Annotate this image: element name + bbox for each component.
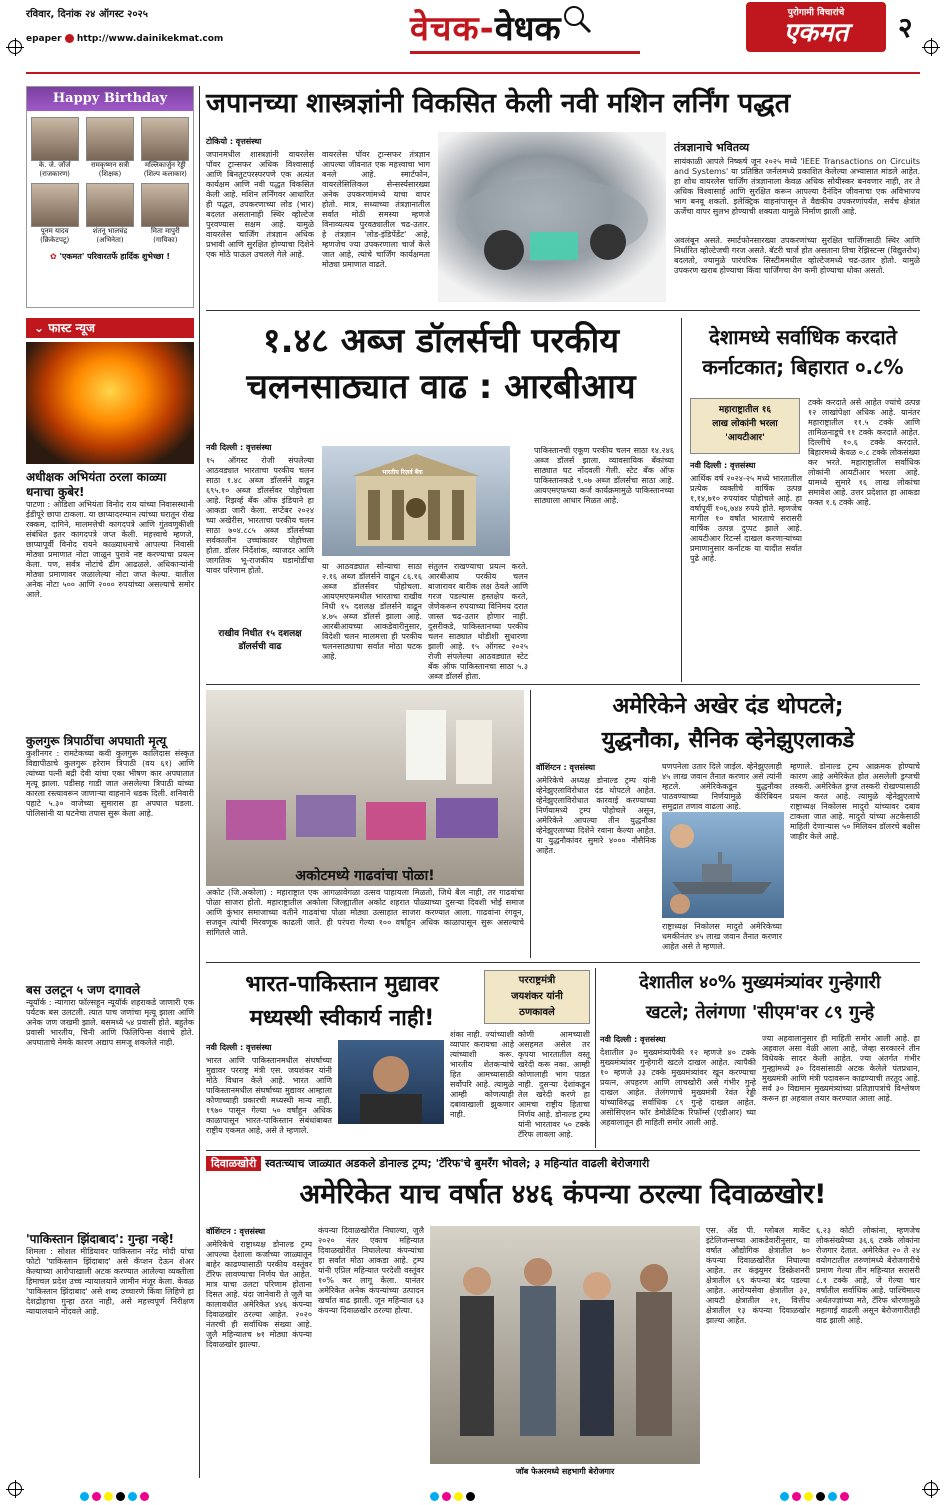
job-fair-photo [430,1226,700,1464]
color-swatch [430,1492,439,1501]
brand-logo [746,2,886,52]
color-bar-left [80,1486,152,1505]
photo-caption: जाॅब फेअरमध्ये सहभागी बेरोजगार [515,1467,615,1476]
news-body: कुशीनगर : रामटेकच्या कवी कुलगुरू कालिदास संस्कृत विद्यापीठाचे कुलगुरू हरेराम त्रिपाठी (वय ६१) आणि त्यांच्या पत्नी बद्री देवी यांचा एका भीषण कार अपघातात मृत्यू झाला. पडीसह गाडी जात असलेल्या त्रिपाठी यांच्या कारला रस्त्यावरून जाणाऱ्या वाहनाने धडक दिली. शनिवारी पहाटे ५.३० वाजेच्या सुमारास हा अपघात घडला. पोलिसांनी या घटनेचा तपास सुरू केला आहे. [26,749,194,818]
article-column: देशातील ३० मुख्यमंत्र्यांपैकी १२ म्हणजे ४० टक्के मुख्यमंत्र्यांवर गुन्हेगारी खटले दाखल आहेत. त्यापैकी १० म्हणजे ३३ टक्के मुख्यमंत्र्यांवर खून करण्याचा प्रयत्न, अपहरण आणि लाचखोरी असे गंभीर गुन्हे दाखल आहेत. तेलंगणाचे मुख्यमंत्री रेवंत रेड्डी यांच्याविरुद्ध सर्वाधिक ८९ गुन्हे दाखल आहेत. असोसिएशन फॉर डेमोक्रॅटिक रिफॉर्म्स (एडीआर) च्या अहवालातून ही माहिती समोर आली आहे. [600,1048,756,1127]
birthday-person: रामकृष्णन सत्री (शिक्षक) [83,117,137,179]
issue-date: रविवार, दिनांक २४ ऑगस्ट २०२५ [26,9,148,20]
warship-illustration [662,812,784,918]
dateline: नवी दिल्ली : वृत्तसंस्था [206,1043,272,1052]
jaishankar-box-line: ठणकावले [519,1007,555,1018]
news-body: शिमला : सोशल मीडियावर पाकिस्तान नरेंद्र मोदी यांचा फोटो 'पाकिस्तान झिंदाबाद' असे कॅप्शन देऊन शेअर केल्याच्या आरोपाखाली अटक करण्यात आलेल्या व्यक्तीला हिमाचल प्रदेश उच्च न्यायालयाने जामीन मंजूर केला. केवळ 'पाकिस्तान झिंदाबाद' असे शब्द उच्चारणे किंवा लिहिणे हा देशद्रोहाचा गुन्हा ठरत नाही, असे महत्त्वपूर्ण निरीक्षण न्यायालयाने नोंदवले आहे. [26,1247,194,1316]
news-headline: अधीक्षक अभियंता ठरला काळ्या धनाचा कुबेर! [26,470,167,499]
rbi-headline [206,318,676,410]
tax-subhead-box [690,398,800,454]
rbi-headline-line2: चलनसाठ्यात वाढ : आरबीआय [246,367,636,407]
tech-box-body: सायंकाळी आपले निष्कर्ष जून २०२५ मध्ये 'IEEE Transactions on Circuits and Systems' या प्रतिष्ठित जर्नलमध्ये प्रकाशित केलेल्या अभ्यासात मांडले आहेत. हा शोध वायरलेस चार्जिंग तंत्रज्ञानाला केवळ अधिक सोयीस्कर बनवणार नाही, तर ते अधिक विश्वासार्ह आणि सुरक्षित करून आपल्या दैनंदिन जीवनाचा एक अविभाज्य भाग बनवू शकतो. इलेक्ट्रिक वाहनांपासून ते वैद्यकीय उपकरणांपर्यंत, सर्वच क्षेत्रांत ऊर्जेचा वापर सुलभ होण्याची शक्यता यामुळे निर्माण झाली आहे. [674,157,920,216]
birthday-person: पूनम यादव (क्रिकेटपटू) [28,183,82,245]
tax-column-1 [690,460,802,682]
color-swatch [140,1492,149,1501]
dateline: नवी दिल्ली : वृत्तसंस्था [206,443,272,452]
avatar [86,183,134,227]
bankruptcy-kicker [206,1156,920,1171]
dateline: वॉशिंग्टन : वृत्तसंस्था [536,763,596,772]
chevron-down-icon: ⌄ [34,321,45,335]
color-swatch [792,1492,801,1501]
news-headline: कुलगुरू त्रिपाठींचा अपघाती मृत्यू [26,734,167,748]
subhead: राखीव निधीत १५ दशलक्ष डॉलर्सची वाढ [218,629,302,652]
masthead-left [26,6,326,44]
fast-news-title: फास्ट न्यूज [48,321,95,335]
article-column: कोणी आमच्याशी असहमत असेल तर कृपया भारतातील वस्तू खरेदी करू नका. आम्ही कोणालाही भाग पाडत नाही. दुसऱ्या देशांकडून तेल खरेदी करणे हा आमचा राष्ट्रीय हिताचा निर्णय आहे. डोनाल्ड ट्रम्प यांनी भारतावर ५० टक्के टॅरिफ लावला आहे. [518,1030,590,1139]
birthday-box [26,86,194,308]
dateline: नवी दिल्ली : वृत्तसंस्था [600,1035,666,1044]
color-swatch [840,1492,849,1501]
dateline: नवी दिल्ली : वृत्तसंस्था [690,461,756,470]
kicker-tag: दिवाळखोरी [206,1156,261,1171]
section-title-part-b: वेधक [494,9,561,49]
jaishankar-photo [338,1040,444,1124]
article-column: म्हणाले. डोनाल्ड ट्रम्प आक्रमक होण्याचे कारण आहे अमेरिकेत होत असलेली ड्रग्जची तस्करी. अमेरिकेत ड्रग्ज तस्करी रोखण्यासाठी प्रयत्न करत आहे. त्यामुळे व्हेनेझुएलाचे राष्ट्राध्यक्ष निकोलस मादुरो यांच्यावर दबाव टाकला जात आहे. मादुरो यांच्या अटकेसाठी माहिती देणाऱ्यास ५० मिलियन डॉलरचे बक्षीस जाहीर केले आहे. [790,762,920,841]
birthday-wish: 'एकमत' परिवारतर्फे हार्दिक शुभेच्छा ! [59,252,170,261]
india-pak-headline-line2: मध्यस्थी स्वीकार्य नाही! [249,1006,435,1031]
fast-news-header [26,318,194,338]
article-column: पाकिस्तानची एकूण परकीय चलन साठा १४.२४६ अब्ज डॉलर्स झाला. व्यावसायिक बँकांच्या साठ्यात घट नोंदवली गेली. स्टेट बँक ऑफ पाकिस्तानकडे ९.०७ अब्ज डॉलर्सचा साठा आहे. आयएमएफच्या कर्ज कार्यक्रमामुळे पाकिस्तानच्या साठ्याला आधार मिळत आहे. [534,446,674,505]
fast-news-list [26,470,194,1478]
jaishankar-box [484,970,590,1024]
article-column: आर्थिक वर्ष २०२४-२५ मध्ये भारतातील प्रत्येक व्यक्तीचे वार्षिक उत्पन्न १,१४,७१० रुपयांवर पोहोचले आहे. हा वर्षापूर्वी १०६,७४४ रुपये होते. म्हणजेच मागील १० वर्षांत भारताचे सरासरी वार्षिक उत्पन्न दुप्पट झाले आहे. आयटीआर रिटर्न्स दाखल करणाऱ्यांच्या प्रमाणानुसार कर्नाटक या यादीत सर्वात पुढे आहे. [690,474,802,563]
bank-building-illustration [322,446,510,556]
column-divider [530,690,531,958]
article-column: जपानमधील शास्त्रज्ञांनी वायरलेस पॉवर ट्रान्सफर अधिक विश्वासार्ह आणि बिनतुटपरस्परपणे एक अत्यंत कार्यक्षम आणि नवी पद्धत विकसित केली आहे. मशिन लर्निंगवर आधारित ही पद्धत, उपकरणाच्या लोड (भार) बदलत असतानाही स्थिर व्होल्टेज पुरवण्यास सक्षम आहे. यामुळे वायरलेस चार्जिंग तंत्रज्ञान अधिक प्रभावी आणि सुरक्षित होण्याचा दिशेने एक मोठे पाऊल उचलले गेले आहे. [206,150,314,259]
article-column: संतुलन राखण्याचा प्रयत्न करते. आरबीआय परकीय चलन बाजारावर बारीक लक्ष ठेवते आणि गरज पडल्यास हस्तक्षेप करते, जेणेकरून रुपयाच्या विनिमय दरात जास्त चढ-उतार होणार नाही. दुसरीकडे, पाकिस्तानच्या परकीय चलन साठ्यात थोडीशी सुधारणा झाली आहे. १५ ऑगस्ट २०२५ रोजी संपलेल्या आठवड्यात स्टेट बँक ऑफ पाकिस्तानचा साठा ५.३ अब्ज डॉलर्स होता. [428,562,528,681]
cm-headline-line2: खटले; तेलंगणा 'सीएम'वर ८९ गुन्हे [645,1002,875,1023]
bankruptcy-headline: अमेरिकेत याच वर्षात ४४६ कंपन्या ठरल्या दिवाळखोर! [299,1179,827,1210]
america-headline [536,690,920,758]
article-column: अवलंबून असते. स्मार्टफोनसारख्या उपकरणांच्या सुरक्षित चार्जिंगसाठी स्थिर आणि निर्धारित व्होल्टेजची गरज असते. बॅटरी चार्ज होत असताना तिचा रेझिस्टन्स (विद्युतरोध) बदलतो, ज्यामुळे पारंपरिक सिस्टीममधील व्होल्टेजमध्ये चढ-उतार होतो. यामुळे उपकरण खराब होण्याचा किंवा चार्जिंगचा वेग कमी होण्याचा धोका असतो. [674,236,920,275]
color-swatch [828,1492,837,1501]
jaishankar-box-line: जयशंकर यांनी [511,991,563,1002]
tech-box [674,140,920,247]
cm-headline-line1: देशातील ४०% मुख्यमंत्र्यांवर गुन्हेगारी [639,972,881,993]
section-divider [206,684,920,685]
color-swatch [116,1492,125,1501]
color-swatch [780,1492,789,1501]
article-column: ६.२३ कोटी लोकांना, म्हणजेच लोकसंख्येच्या ३६.६ टक्के लोकांना रोजगार देतात. अमेरिकेत २० ते २४ वयोगटातील तरुणांमध्ये बेरोजगारीचे प्रमाण गेल्या तीन महिन्यात सरासरी ८.१ टक्के आहे, जे गेल्या चार वर्षांतील सर्वाधिक आहे. पाश्चिमात्य अर्थतज्ज्ञांच्या मते, टॅरिफ धोरणामुळे महागाई वाढली असून बेरोजगारीतही वाढ झाली आहे. [816,1226,920,1325]
tax-headline [686,322,920,382]
registration-mark [924,1482,938,1496]
color-swatch [92,1492,101,1501]
top-story-left [206,136,430,310]
article-column: या आठवड्यात सोन्याचा साठा २.१६ अब्ज डॉलर्सने वाढून ८६.१६ अब्ज डॉलर्सवर पोहोचला. आयएमएफमधील भारताचा राखीव निधी १५ दशलक्ष डॉलर्सने वाढून ४.७५ अब्ज डॉलर्स झाला आहे. आरबीआयच्या आकडेवारीनुसार, विदेशी चलन मालमत्ता ही परकीय चलनसाठ्याचा सर्वात मोठा घटक आहे. [322,562,422,661]
dateline: वॉशिंग्टन : वृत्तसंस्था [206,1227,266,1236]
donkey-festival-photo [206,690,524,886]
globe-icon [65,34,74,43]
color-swatch [816,1492,825,1501]
avatar [31,183,79,227]
masthead-rule [26,72,920,74]
column-divider [199,86,200,1478]
avatar [86,117,134,161]
article-column: घणपनेला उतार दिले जाईल. व्हेनेझुएलाही ४५ लाख जवान तैनात करणार असे त्यांनी म्हटले. अमेरिकेकडून युद्धनौका पाठवण्याच्या निर्णयामुळे कॅरिबियन समुद्रात तणाव वाढला आहे. [662,762,782,811]
bankruptcy-column-1 [206,1226,312,1476]
page-number: २ [898,11,913,44]
bank-caption: भारतीय रिज़र्व बैंक [382,469,423,476]
article-column: शंका नाही. ज्यांच्याशी व्यापार करायचा आहे त्यांच्याशी करू. भारतीय शेतकऱ्यांचे हित आमच्यासाठी सर्वोपरि आहे. त्यामुळे आम्ही कोणत्याही दबावाखाली झुकणार नाही. [450,1030,514,1119]
america-column-1 [536,762,656,962]
brand-tagline: पुरोगामी विचारांचे [787,8,845,18]
section-divider [206,962,920,963]
america-headline-line1: अमेरिकेने अखेर दंड थोपटले; [612,694,844,719]
rbi-column-1 [206,442,314,652]
website-url[interactable]: http://www.dainikekmat.com [76,34,224,44]
color-swatch [104,1492,113,1501]
flower-icon: ✿ [50,252,57,261]
warships-photo [662,812,784,918]
cm-column-1 [600,1034,756,1144]
article-column: राष्ट्राध्यक्ष निकोलस मादुरो अमेरिकेच्या धमकीनंतर ४५ लाख जवान तैनात करणार आहेत असे ते म्हणाले. [662,922,782,951]
rbi-headline-line1: १.४८ अब्ज डॉलर्सची परकीय [262,321,620,361]
section-title-part-a: वेचक- [410,9,495,49]
column-divider [681,318,682,682]
color-swatch [128,1492,137,1501]
tax-subhead-line: महाराष्ट्रातील १६ [718,405,772,415]
news-headline: बस उलटून ५ जण दगावले [26,983,140,997]
color-bar-center [430,1486,478,1505]
portrait-illustration [338,1040,444,1124]
color-swatch [80,1492,89,1501]
article-column: एस. अँड पी. ग्लोबल मार्केट इंटेलिजन्सच्या आकडेवारीनुसार, या वर्षात औद्योगिक क्षेत्रातील ७० कंपन्या दिवाळखोरीत निघाल्या आहेत. तर कंझ्युमर डिस्क्रेशनरी क्षेत्रातील ६९ कंपन्या बंद पडल्या आहेत. आरोग्यसेवा क्षेत्रातील ३२, आयटी क्षेत्रातील २१, वित्तीय क्षेत्रातील १३ कंपन्या दिवाळखोर झाल्या आहेत. [706,1226,810,1325]
color-swatch [454,1492,463,1501]
section-divider [206,310,920,311]
donkeys-illustration [206,690,524,886]
registration-mark [924,40,938,54]
india-pak-headline [206,968,478,1036]
avatar [141,117,189,161]
color-swatch [442,1492,451,1501]
news-headline: 'पाकिस्तान झिंदाबाद': गुन्हा नव्हे! [26,1232,174,1246]
birthday-title: Happy Birthday [27,87,193,111]
article-column: १५ ऑगस्ट रोजी संपलेल्या आठवड्यात भारताचा परकीय चलन साठा १.४८ अब्ज डॉलर्सने वाढून ६९५.१० अब्ज डॉलर्सवर पोहोचला आहे. रिझर्व्ह बँक ऑफ इंडियाने हा आकडा जारी केला. सप्टेंबर २०२४ च्या अखेरीस, भारताचा परकीय चलन साठा ७०४.८८५ अब्ज डॉलर्सच्या सर्वकालीन उच्चांकावर पोहोचला होता. डॉलर निर्देशांक, व्याजदर आणि जागतिक भू-राजकीय घडामोडींचा यावर परिणाम होतो. [206,456,314,575]
article-column: भारत आणि पाकिस्तानमधील संघर्षाच्या मुद्यावर परराष्ट्र मंत्री एस. जयशंकर यांनी मोठे विधान केले आहे. भारत आणि पाकिस्तानमधील संघर्षाच्या मुद्यावर आम्हाला कोणाच्याही प्रकारची मध्यस्थी मान्य नाही. १९७० पासून गेल्या ५० वर्षांहून अधिक काळापासून भारत-पाकिस्तान संबंधांबाबत राष्ट्रीय एकमत आहे, असे ते म्हणाले. [206,1056,332,1135]
tax-headline-line2: कर्नाटकात; बिहारात ०.८% [702,355,904,379]
column-divider [595,968,596,1148]
car-charging-photo [438,132,666,302]
magnifier-icon [562,4,592,34]
birthday-person: के. जे. जॉर्ज (राजकारण) [28,117,82,179]
dateline: टोकियो : वृत्तसंस्था [206,137,262,146]
news-body: पाटणा : ओडिशा अभियंता विनोद राय यांच्या निवासस्थानी ईडीपूरे छापा टाकला. या छाप्यादरम्यान त्यांच्या घरातून रोख रक्कम, दागिने, मालमत्तेची कागदपत्रे आणि गुंतवणुकीशी संबंधित इतर कागदपत्रे जप्त केली. महत्त्वाचे म्हणजे, छाप्यापूर्वी विनोद रायने काळ्याधनाचे आपल्या निवासी मोठ्या प्रमाणात नोटा जाळून पुरावे नष्ट करण्याचा प्रयत्न केला. पण, सर्वत्र नोटांचे ढीग आढळले. अधिकाऱ्यांनी मोठ्या प्रमाणावर जळालेल्या नोटा जप्त केल्या. यातील अनेक नोटा ५०० आणि २००० रुपयांच्या असल्याचे समोर आले. [26,500,194,599]
cm-headline [600,968,920,1028]
article-column: टक्के करदाते असे आहेत ज्यांचे उत्पन्न १२ लाखांपेक्षा अधिक आहे. यानंतर महाराष्ट्रातील ११.५ टक्के आणि तामिळनाडूचे ११ टक्के करदाते आहेत. दिल्लीचे १०.६ टक्के करदाते. बिहारमध्ये केवळ ०.८ टक्के लोकसंख्या कर भरते. महाराष्ट्रातील सर्वाधिक लोकांनी आयटीआर भरला आहे. यामध्ये सुमारे १६ लाख लोकांचा समावेश आहे. उत्तर प्रदेशात हा आकडा फक्त १.६ टक्के आहे. [808,398,920,507]
birthday-person: मिता मापुरी (गायिका) [138,183,192,245]
jaishankar-box-line: परराष्ट्रमंत्री [518,975,556,986]
rbi-building-photo [322,446,510,556]
epaper-label: epaper [26,34,62,44]
section-title [410,4,640,54]
burning-notes-photo [26,342,194,464]
avatar [141,183,189,227]
article-column: ज्या अहवालानुसार ही माहिती समोर आली आहे. हा अहवाल असा वेळी आला आहे, जेव्हा सरकारने तीन विधेयके सादर केली आहेत. ज्या अंतर्गत गंभीर गुन्ह्यांमध्ये ३० दिवसांसाठी अटक केलेले पंतप्रधान, मुख्यमंत्री आणि मंत्री पदावरून काढण्याची तरतूद आहे. सर्व ३० विद्यमान मुख्यमंत्र्यांच्या प्रतिज्ञापत्रांचे विश्लेषण करून हा अहवाल तयार करण्यात आला आहे. [762,1034,920,1103]
birthday-person: मल्लिकार्जुन रेड्डी (शिल्प कलाकार) [138,117,192,179]
tax-subhead-line: 'आयटीआर' [725,433,765,443]
news-body: न्यूयॉर्क : न्यागारा फॉल्सहून न्यूयॉर्क शहराकडे जाणारी एक पर्यटक बस उलटली. त्यात पाच जणांचा मृत्यू झाला आणि अनेक जण जखमी झाले. बसमध्ये ५४ प्रवासी होते. बहुतेक प्रवासी भारतीय, चिनी आणि फिलिपिन्स वंशाचे होते. अपघाताचे नेमके कारण अद्याप समजू शकलेले नाही. [26,998,194,1047]
brand-name: एकमत [783,18,849,48]
donkey-body: अकोट (जि.अकोला) : महाराष्ट्रात एक आगळावेगळा उत्सव पाहायला मिळतो, जिथे बैल नाही, तर गाढवांचा पोळा साजरा होतो. महाराष्ट्रातील अकोला जिल्ह्यातील अकोट शहरात पोळ्याच्या दुसऱ्या दिवशी भोई समाज आणि कुंभार समाजाच्या वतीने गाढवांचा पोळा मोठ्या उत्साहात साजरा करण्यात आला. गाढवांना रंगवून, सजवून त्यांची मिरवणूक काढली जाते. ही परंपरा गेल्या १०० वर्षांहून अधिक काळापासून सुरू असल्याचे सांगितले जाते. [206,888,524,937]
crowd-illustration [430,1226,700,1464]
birthday-person: शंतनू भालचंद्र (अभिनेता) [83,183,137,245]
article-column: अमेरिकेचे अध्यक्ष डोनाल्ड ट्रम्प यांनी व्हेनेझुएलाविरोधात दंड थोपटले आहेत. व्हेनेझुएलाविरोधात कारवाई करण्याच्या निर्णयामध्ये ट्रम्प पोहोचले असून, अमेरिकेने आपल्या तीन युद्धनौका व्हेनेझुएलाच्या दिशेने रवाना केल्या आहेत. या युद्धनौकांवर सुमारे ४००० नौसैनिक आहेत. [536,776,656,855]
article-column: वायरलेस पॉवर ट्रान्सफर तंत्रज्ञान आपल्या जीवनात एक महत्त्वाचा भाग बनले आहे. स्मार्टफोन, वायरलेसिलिकल सेन्सर्स्यसारख्या अनेक उपकरणांमध्ये याचा वापर होतो. मात्र, सध्याच्या तंत्रज्ञानातील सर्वात मोठी समस्या म्हणजे विनाव्यत्यय पुरवठ्यातील चढ-उतार. हे तंत्रज्ञान 'लोड-इंडिपेंडेंट' आहे, म्हणजेच ज्या उपकरणाला चार्ज केले जात आहे, त्यांचे चार्जिंग कार्यक्षमता मोठ्या प्रमाणात वाढते. [322,150,430,269]
avatar [31,117,79,161]
tax-subhead-line: लाख लोकांनी भरला [712,419,778,429]
donkey-headline: अकोटमध्ये गाढवांचा पोळा! [295,868,435,884]
article-column: अमेरिकेचे राष्ट्राध्यक्ष डोनाल्ड ट्रम्प आपल्या देशाला कर्जाच्या जाळ्यातून बाहेर काढण्यासाठी परकीय वस्तूंवर टॅरिफ लावण्याचा निर्णय घेत आहेत. मात्र याचा उलटा परिणाम होताना दिसत आहे. यंदा जानेवारी ते जुलै या कालावधीत अमेरिकेत ४४६ कंपन्या दिवाळखोर ठरल्या आहेत. २०२० नंतरची ही सर्वाधिक संख्या आहे. जुलै महिन्यातच ७१ मोठ्या कंपन्या दिवाळखोर झाल्या. [206,1240,312,1349]
color-swatch [804,1492,813,1501]
registration-mark [8,1482,22,1496]
section-divider [206,1150,920,1151]
registration-mark [8,40,22,54]
color-swatch [466,1492,475,1501]
tax-headline-line1: देशामध्ये सर्वाधिक करदाते [709,325,897,349]
india-pak-column-1 [206,1042,332,1160]
article-column: कंपन्या दिवाळखोरीत निघाल्या, जुलै २०२० नंतर एकाच महिन्यात दिवाळखोरीत निघालेल्या कंपन्यांचा हा सर्वात मोठा आकडा आहे. ट्रम्प यांनी एप्रिल महिन्यात परदेशी वस्तूंवर १०% कर लागू केला. यानंतर अमेरिकेत अनेक कंपन्यांच्या उत्पादन खर्चात वाढ झाली. जून महिन्यात ६३ कंपन्या दिवाळखोर ठरल्या होत्या. [318,1226,424,1315]
top-story-headline: जपानच्या शास्त्रज्ञांनी विकसित केली नवी मशिन लर्निंग पद्धत [206,88,791,119]
india-pak-headline-line1: भारत-पाकिस्तान मुद्यावर [245,972,439,997]
color-bar-right [780,1486,852,1505]
kicker-text: स्वतःच्याच जाळ्यात अडकले डोनाल्ड ट्रम्प; 'टॅरिफ'चे बुमरँग भोवले; ३ महिन्यांत वाढली बेरोजगारी [265,1157,650,1170]
car-illustration [438,132,666,302]
tech-box-title: तंत्रज्ञानाचे भवितव्य [674,141,750,154]
america-headline-line2: युद्धनौका, सैनिक व्हेनेझुएलाकडे [601,728,855,753]
